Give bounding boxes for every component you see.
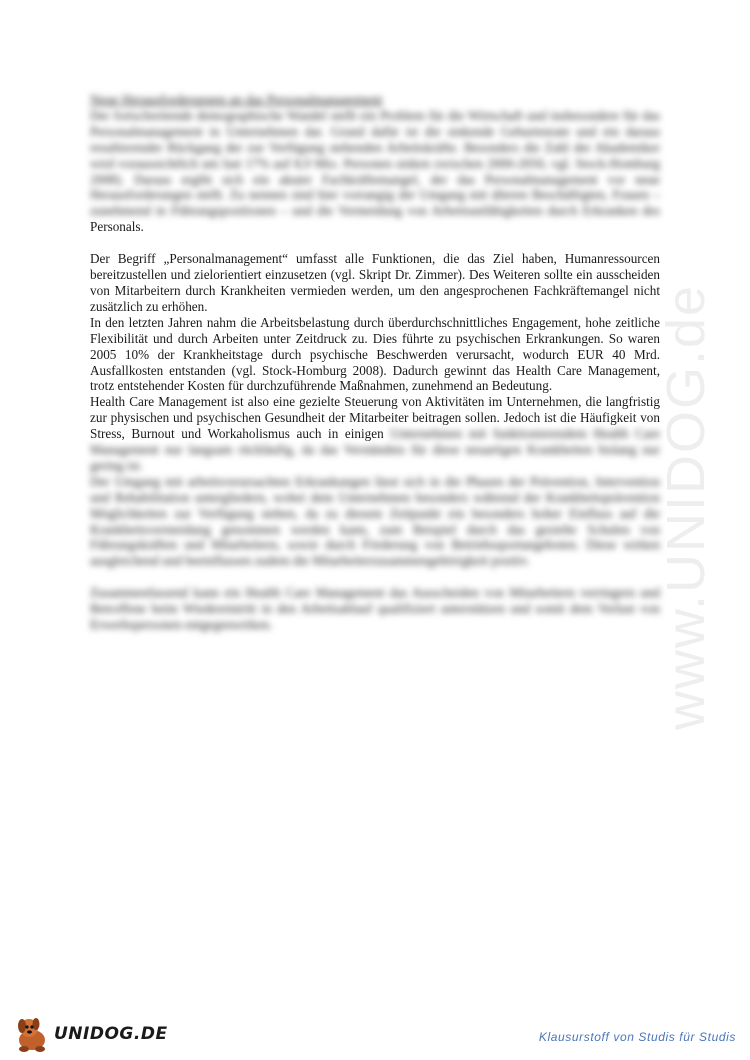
logo-text: UNIDOG.DE xyxy=(54,1024,168,1044)
paragraph-4 xyxy=(90,394,660,474)
paragraph-4-clear: Health Care Management ist also eine gezielte Steuerung von Aktivitäten im Unternehmen, die langfristig zur physischen und psychischen Gesundheit der Mitarbeiter beitragen sollen. Jedoch ist die Häufigkeit von Stress, Burnout und Workaholismus auch in einigen xyxy=(90,394,660,442)
footer-tagline: Klausurstoff von Studis für Studis xyxy=(538,1030,736,1044)
dog-mascot-icon xyxy=(14,1014,52,1054)
paragraph-2: Der Begriff „Personalmanagement“ umfasst alle Funktionen, die das Ziel haben, Humanressourcen bereitzustellen und zielorientiert einzusetzen (vgl. Skript Dr. Zimmer). Des Weiteren sollte ein ausscheiden von Mitarbeitern durch Krankheiten vermieden werden, um den angesprochenen Fachkräftemangel nicht zusätzlich zu erhöhen. xyxy=(90,251,660,314)
document-heading: Neue Herausforderungen an das Personalmanagement xyxy=(90,92,383,107)
paragraph-5: Der Umgang mit arbeitsverursachten Erkrankungen lässt sich in die Phasen der Prävention, Intervention und Rehabilitation untergliedern, wobei dem Unternehmen besonders während der Krankheitsprävention Möglichkeiten zur Verfügung stehen, da zu diesem Zeitpunkt ein besonders hoher Einfluss auf die Krankheitsvermeidung genommen werden kann, zum Beispiel durch das gezielte Schulen von Führungskräften und Mitarbeitern, sowie durch Förderung von Betriebssportangeboten. Diese wirken ausgleichend und beeinflussen zudem die Mitarbeiterzusammengehörigkeit positiv. xyxy=(90,473,660,569)
paragraph-6: Zusammenfassend kann ein Health Care Management das Ausscheiden von Mitarbeitern verringern und Betroffene beim Wiedereintritt in den Arbeitsablauf qualifiziert unterstützen und somit dem Verlust von Erwerbspersonen entgegenwirken. xyxy=(90,585,660,633)
unidog-logo[interactable] xyxy=(14,1014,184,1054)
paragraph-4-blurred: Unternehmen mit funktionierendem Health Care Management nur langsam rückläufig, da das Verständnis für diese neuartigen Krankheiten bislang nur gering ist. xyxy=(90,426,660,473)
paragraph-1-blurred: Der fortschreitende demographische Wandel stellt ein Problem für die Wirtschaft und insbesondere für das Personalmanagement in Unternehmen dar. Grund dafür ist die sinkende Geburtenrate und ein daraus resultierender Rückgang der zur Verfügung stehenden Arbeitskräfte. Besonders die Zahl der Akademiker wird voraussichtlich um fast 17% auf 8,9 Mio. Personen sinken zwischen 2000-2050, vgl. Stock-Homburg 2008). Daraus ergibt sich ein akuter Fachkräftemangel, der das Personalmanagement vor neue Herausforderungen stellt. Zu nennen sind hier vorrangig der Umgang mit älteren Beschäftigten, Frauen – zunehmend in Führungspositionen – und die Vermeidung von Arbeitsunfähigkeiten durch Erkranken des xyxy=(90,107,660,219)
document-body xyxy=(90,92,660,633)
watermark: www.UNIDOG.de xyxy=(656,283,716,730)
paragraph-1-end: Personals. xyxy=(90,219,144,235)
paragraph-1 xyxy=(90,108,660,235)
paragraph-3: In den letzten Jahren nahm die Arbeitsbelastung durch überdurchschnittliches Engagement, hohe zeitliche Flexibilität und durch Arbeiten unter Zeitdruck zu. Dies führte zu psychischen Erkrankungen. So waren 2005 10% der Krankheitstage durch psychische Beschwerden verursacht, wodurch EUR 40 Mrd. Ausfallkosten entstanden (vgl. Stock-Homburg 2008). Dadurch gewinnt das Health Care Management, trotz entstehender Kosten für durchzuführende Maßnahmen, zunehmend an Bedeutung. xyxy=(90,314,660,394)
